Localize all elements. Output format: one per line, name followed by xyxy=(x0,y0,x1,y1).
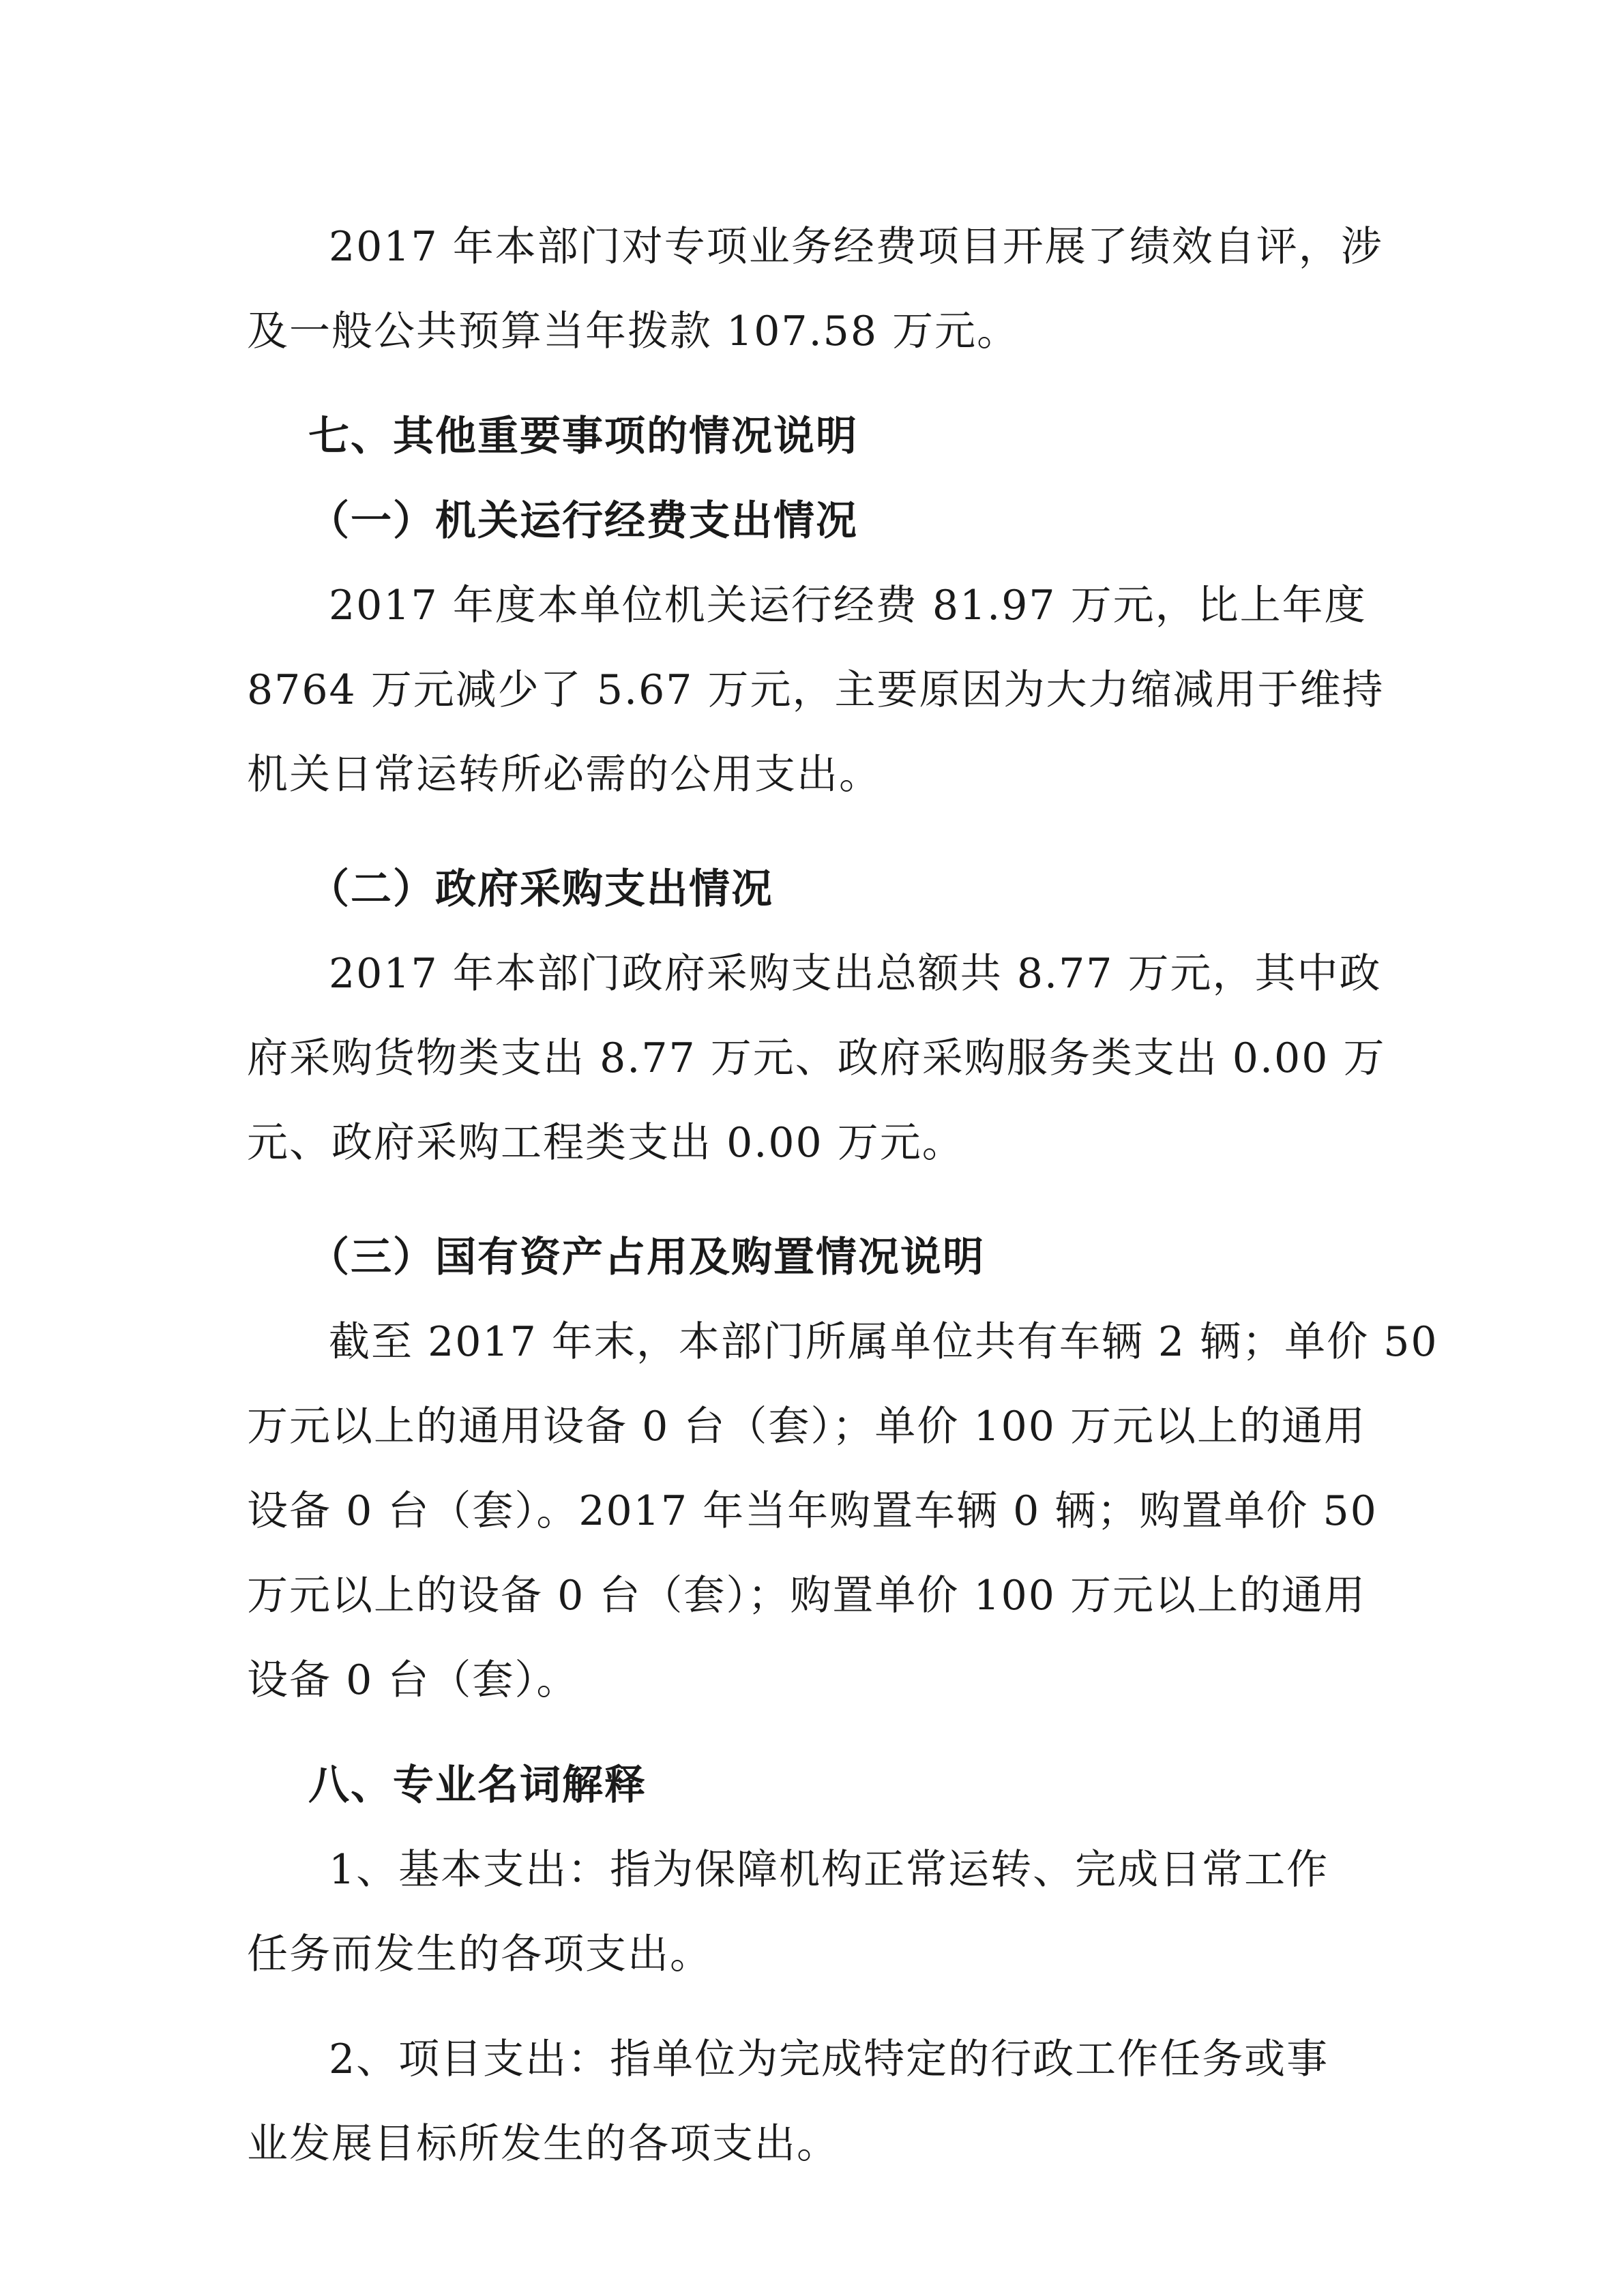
subsection-heading-procurement: （二）政府采购支出情况 xyxy=(308,865,773,913)
document-body xyxy=(247,205,1438,2186)
subsection-heading-operating-expenses: （一）机关运行经费支出情况 xyxy=(308,497,858,545)
paragraph-operating-expenses xyxy=(247,563,1393,817)
text-line: 2017 年本部门对专项业务经费项目开展了绩效自评，涉 xyxy=(329,223,1383,271)
subsection-heading-state-assets: （三）国有资产占用及购置情况说明 xyxy=(308,1234,985,1281)
text-line: 业发展目标所发生的各项支出。 xyxy=(247,2120,839,2168)
text-line: 任务而发生的各项支出。 xyxy=(247,1930,712,1978)
text-line: 截至 2017 年末，本部门所属单位共有车辆 2 辆；单价 50 xyxy=(329,1318,1438,1366)
paragraph-procurement xyxy=(247,931,1393,1185)
text-line: 2017 年本部门政府采购支出总额共 8.77 万元，其中政 xyxy=(329,950,1382,998)
text-line: 元、政府采购工程类支出 0.00 万元。 xyxy=(247,1119,964,1167)
text-line: 万元以上的设备 0 台（套）；购置单价 100 万元以上的通用 xyxy=(247,1572,1366,1620)
text-line: 机关日常运转所必需的公用支出。 xyxy=(247,751,881,799)
glossary-item-project-expenditure xyxy=(247,2017,1393,2186)
text-line: 设备 0 台（套）。 xyxy=(247,1656,579,1704)
paragraph-state-assets xyxy=(247,1300,1438,1723)
text-line: 万元以上的通用设备 0 台（套）；单价 100 万元以上的通用 xyxy=(247,1403,1366,1450)
text-line: 设备 0 台（套）。2017 年当年购置车辆 0 辆；购置单价 50 xyxy=(247,1487,1378,1535)
text-line: 2、项目支出：指单位为完成特定的行政工作任务或事 xyxy=(329,2036,1329,2083)
section-heading-other-matters: 七、其他重要事项的情况说明 xyxy=(308,413,858,460)
text-line: 及一般公共预算当年拨款 107.58 万元。 xyxy=(247,308,1020,355)
text-line: 8764 万元减少了 5.67 万元，主要原因为大力缩减用于维持 xyxy=(247,666,1385,714)
text-line: 1、基本支出：指为保障机构正常运转、完成日常工作 xyxy=(329,1846,1329,1894)
paragraph-performance-evaluation xyxy=(247,205,1393,374)
glossary-item-basic-expenditure xyxy=(247,1828,1393,1997)
text-line: 府采购货物类支出 8.77 万元、政府采购服务类支出 0.00 万 xyxy=(247,1034,1386,1082)
section-heading-glossary: 八、专业名词解释 xyxy=(308,1761,647,1809)
text-line: 2017 年度本单位机关运行经费 81.97 万元，比上年度 xyxy=(329,582,1367,629)
